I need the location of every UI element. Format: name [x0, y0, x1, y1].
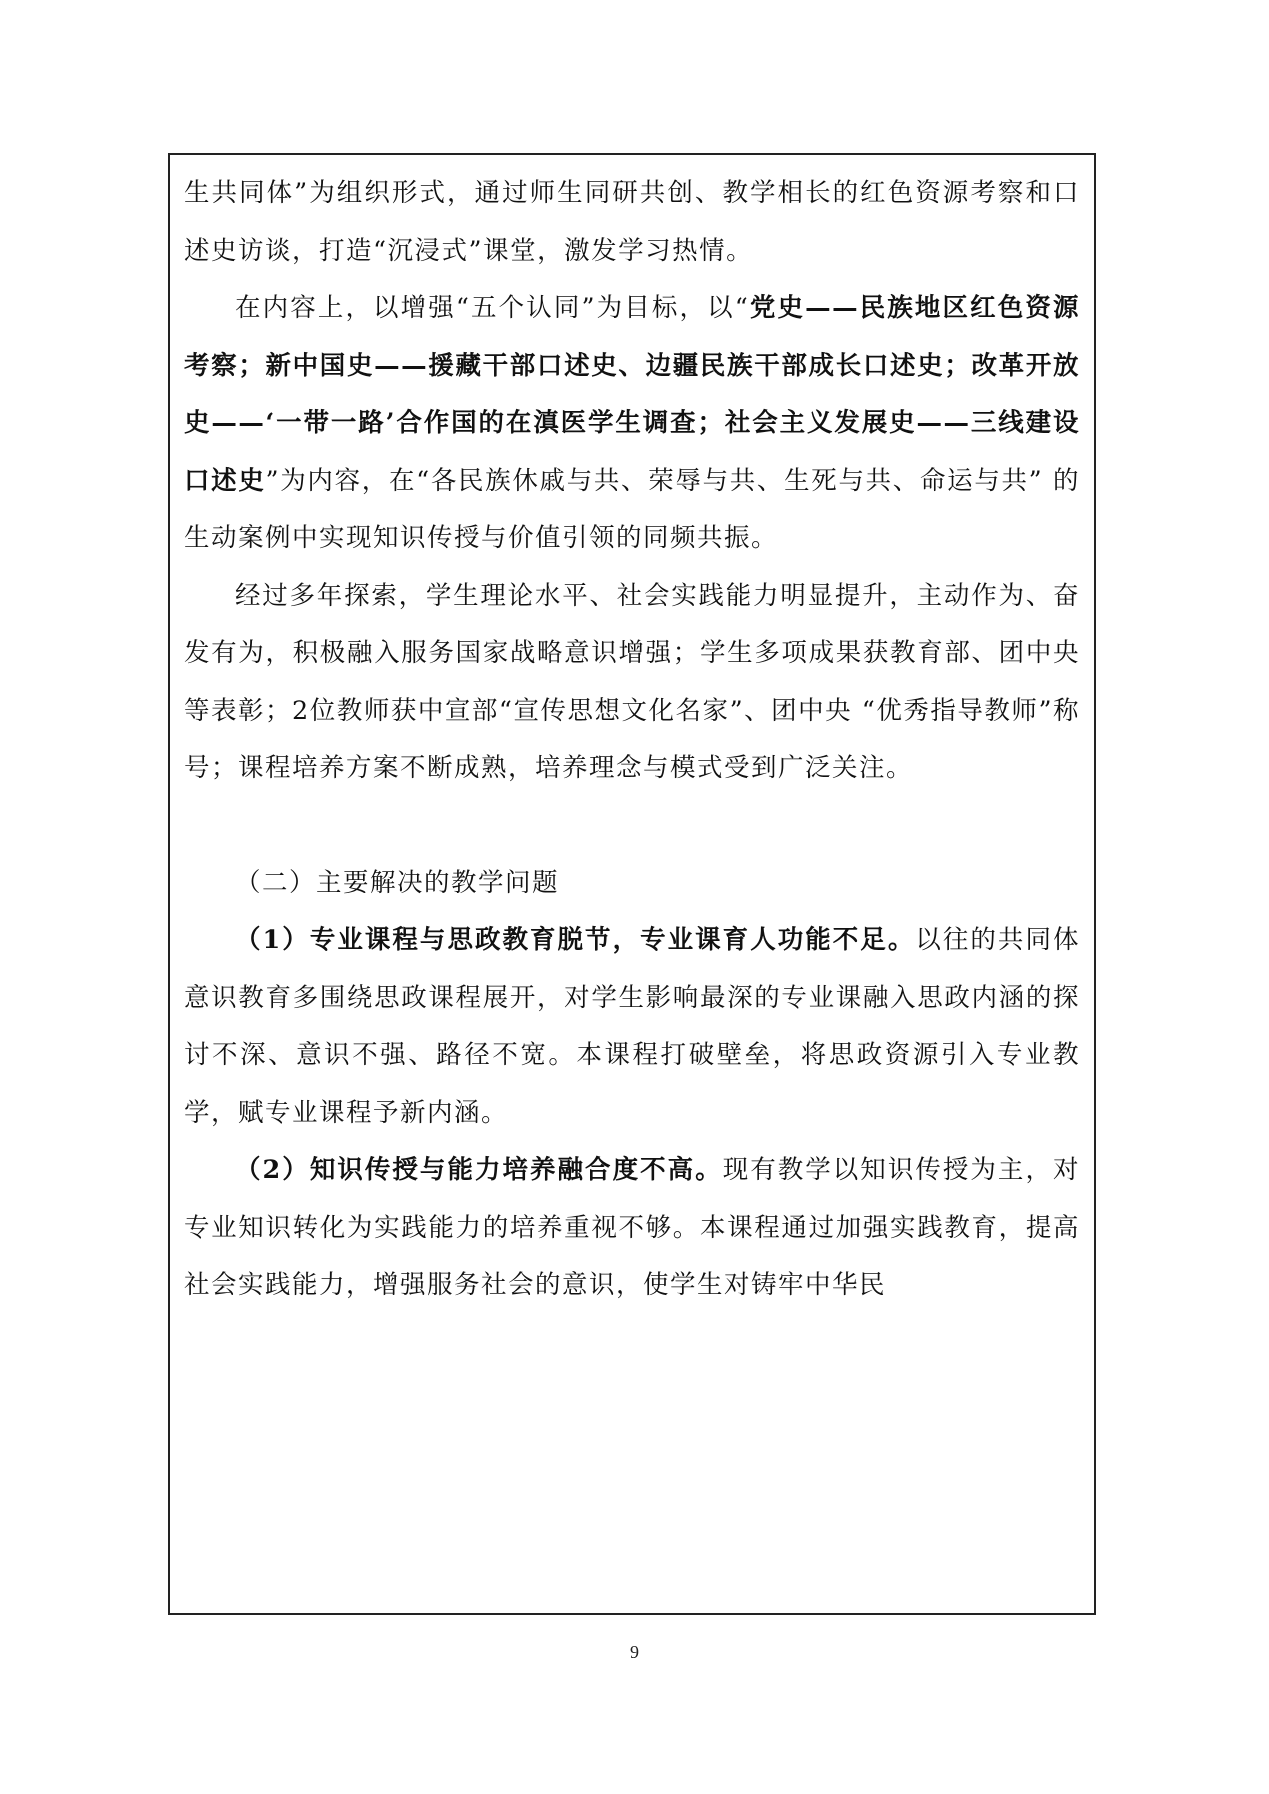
- document-body: [184, 165, 1080, 1315]
- text-segment: 以往的共同体意识教育多围绕思政课程展开，对学生影响最深的专业课融入思政内涵的探讨不深、意识不强、路径不宽。本课程打破壁垒，将思政资源引入专业教学，赋专业课程予新内涵。: [184, 925, 1080, 1128]
- text-segment: ”为内容，在“各民族休戚与共、荣辱与共、生死与共、命运与共” 的生动案例中实现知识传授与价值引领的同频共振。: [184, 465, 1080, 553]
- text-segment: 生共同体”为组织形式，通过师生同研共创、教学相长的红色资源考察和口述史访谈，打造“沉浸式”课堂，激发学习热情。: [184, 178, 1080, 266]
- text-segment-bold: 党史——民族地区红色资源考察；新中国史——援藏干部口述史、边疆民族干部成长口述史；改革开放史——‘一带一路’合作国的在滇医学生调查；社会主义发展史——三线建设口述史: [184, 293, 1080, 496]
- text-segment: 现有教学以知识传授为主，对专业知识转化为实践能力的培养重视不够。本课程通过加强实践教育，提高社会实践能力，增强服务社会的意识，使学生对铸牢中华民: [184, 1155, 1080, 1300]
- paragraph-problem-2: [184, 1142, 1080, 1315]
- paragraph-achievements: [184, 568, 1080, 798]
- text-segment: 经过多年探索，学生理论水平、社会实践能力明显提升，主动作为、奋发有为，积极融入服务国家战略意识增强；学生多项成果获教育部、团中央等表彰；2位教师获中宣部“宣传思想文化名家”、团中央 “优秀指导教师”称号；课程培养方案不断成熟，培养理念与模式受到广泛关注。: [184, 580, 1080, 783]
- text-segment-bold: （2）知识传授与能力培养融合度不高。: [235, 1155, 723, 1185]
- paragraph-continuation: [184, 165, 1080, 280]
- content-frame: [168, 153, 1096, 1615]
- page-number: 9: [630, 1642, 639, 1662]
- paragraph-content-goals: [184, 280, 1080, 568]
- text-segment: 在内容上，以增强“五个认同”为目标，以“: [235, 293, 750, 323]
- section-heading: [184, 855, 1080, 913]
- blank-line: [184, 798, 1080, 855]
- text-segment-bold: （1）专业课程与思政教育脱节，专业课育人功能不足。: [235, 925, 916, 955]
- paragraph-problem-1: [184, 912, 1080, 1142]
- heading-text: （二）主要解决的教学问题: [235, 867, 560, 898]
